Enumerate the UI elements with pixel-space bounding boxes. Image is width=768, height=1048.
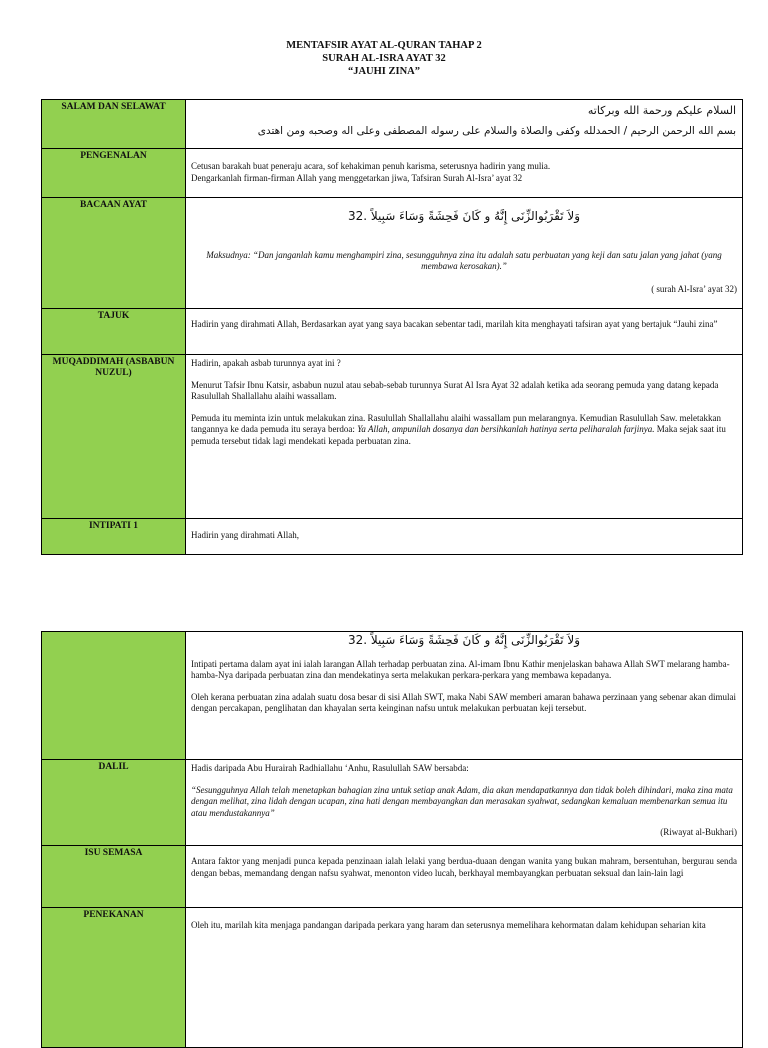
ayat-text: وَلاَ تَقْرَبُوالزِّنَى إِنَّهُ و كَانَ فَحِشَةً وَسَاءَ سَبِيلاً .32 bbox=[347, 209, 581, 223]
row-intipati-continued bbox=[42, 632, 743, 760]
document-header bbox=[0, 39, 768, 78]
pengenalan-line-2: Dengarkanlah firman-firman Allah yang menggetarkan jiwa, Tafsiran Surah Al-Isra’ ayat 32 bbox=[191, 172, 523, 183]
basmalah-selawat: بسم الله الرحمن الرحيم / الحمدلله وكفى والصلاة والسلام على رسوله المصطفى وعلى اله وصحبه ومن اهتدى bbox=[257, 124, 736, 137]
label-tajuk: TAJUK bbox=[42, 309, 186, 355]
content-muqaddimah bbox=[186, 355, 743, 519]
header-topic: “JAUHI ZINA” bbox=[347, 66, 421, 77]
salam-greeting: السلام عليكم ورحمة الله وبركاته bbox=[587, 104, 736, 117]
label-bacaan-ayat: BACAAN AYAT bbox=[42, 198, 186, 309]
muqaddimah-ending: Maka sejak saat itu pemuda tersebut tidak lagi mendekati kepada perbuatan zina. bbox=[191, 424, 726, 446]
muqaddimah-paragraph-2 bbox=[191, 413, 737, 448]
row-dalil bbox=[42, 760, 743, 846]
intipati-paragraph-2: Oleh kerana perbuatan zina adalah suatu dosa besar di sisi Allah SWT, maka Nabi SAW memberi amaran bahawa perzinaan yang sebenar akan dimulai dengan percakapan, penglihatan dan khayalan serta keinginan nafsu untuk melakukan perbuatan keji tersebut. bbox=[191, 691, 736, 713]
row-bacaan-ayat bbox=[42, 198, 743, 309]
content-bacaan-ayat bbox=[186, 198, 743, 309]
pengenalan-line-1: Cetusan barakah buat peneraju acara, sof kehakiman penuh karisma, seterusnya hadirin yang mulia. bbox=[191, 161, 551, 171]
label-empty bbox=[42, 632, 186, 760]
header-surah: SURAH AL-ISRA AYAT 32 bbox=[322, 53, 446, 64]
label-penekanan: PENEKANAN bbox=[42, 908, 186, 1048]
content-intipati-continued bbox=[186, 632, 743, 760]
content-penekanan: Oleh itu, marilah kita menjaga pandangan daripada perkara yang haram dan seterusnya memelihara kehormatan dalam kehidupan seharian kita bbox=[186, 908, 743, 1048]
dalil-hadith: “Sesungguhnya Allah telah menetapkan bahagian zina untuk setiap anak Adam, dia akan mendapatkannya dan tidak boleh dihindari, maka zina mata dengan melihat, zina lidah dengan ucapan, zina hati dengan membayangkan dan merasakan syahwat, sedangkan kemaluan membenarkan semua itu atau mendustakannya” bbox=[191, 784, 733, 818]
label-salam: SALAM DAN SELAWAT bbox=[42, 100, 186, 149]
row-tajuk bbox=[42, 309, 743, 355]
row-intipati bbox=[42, 519, 743, 555]
row-salam bbox=[42, 100, 743, 149]
row-isu-semasa bbox=[42, 846, 743, 908]
header-title: MENTAFSIR AYAT AL-QURAN TAHAP 2 bbox=[286, 40, 482, 51]
content-tajuk: Hadirin yang dirahmati Allah, Berdasarkan ayat yang saya bacakan sebentar tadi, marilah kita menghayati tafsiran ayat yang bertajuk “Jauhi zina” bbox=[186, 309, 743, 355]
ayat-text-repeat: وَلاَ تَقْرَبُوالزِّنَى إِنَّهُ و كَانَ فَحِشَةً وَسَاءَ سَبِيلاً .32 bbox=[347, 633, 581, 647]
content-dalil bbox=[186, 760, 743, 846]
label-dalil: DALIL bbox=[42, 760, 186, 846]
content-isu-semasa: Antara faktor yang menjadi punca kepada penzinaan ialah lelaki yang berdua-duaan dengan wanita yang bukan mahram, bersentuhan, bergurau senda dengan bebas, memandang dengan nafsu syahwat, menonton video lucah, berkhayal membayangkan perbuatan seksual dan lain-lain lagi bbox=[186, 846, 743, 908]
ayat-reference: ( surah Al-Isra’ ayat 32) bbox=[651, 283, 737, 294]
content-pengenalan bbox=[186, 149, 743, 198]
content-intipati: Hadirin yang dirahmati Allah, bbox=[186, 519, 743, 555]
muqaddimah-question: Hadirin, apakah asbab turunnya ayat ini ? bbox=[191, 358, 341, 368]
speech-table-page-2 bbox=[41, 631, 743, 1048]
row-muqaddimah bbox=[42, 355, 743, 519]
label-pengenalan: PENGENALAN bbox=[42, 149, 186, 198]
dalil-intro: Hadis daripada Abu Hurairah Radhiallahu ‘Anhu, Rasulullah SAW bersabda: bbox=[191, 763, 469, 773]
ayat-translation: Maksudnya: “Dan janganlah kamu menghampiri zina, sesungguhnya zina itu adalah satu perbuatan yang keji dan satu jalan yang jahat (yang membawa kerosakan).” bbox=[206, 249, 722, 271]
muqaddimah-paragraph-1: Menurut Tafsir Ibnu Katsir, asbabun nuzul atau sebab-sebab turunnya Surat Al Isra Ayat 32 adalah ketika ada seorang pemuda yang datang kepada Rasulullah Shallallahu alaihi wassallam. bbox=[191, 379, 719, 401]
label-muqaddimah: MUQADDIMAH (ASBABUN NUZUL) bbox=[42, 355, 186, 519]
label-isu-semasa: ISU SEMASA bbox=[42, 846, 186, 908]
row-penekanan bbox=[42, 908, 743, 1048]
muqaddimah-doa: Ya Allah, ampunilah dosanya dan bersihkanlah hatinya serta peliharalah farjinya. bbox=[357, 424, 655, 434]
muqaddimah-story: Pemuda itu meminta izin untuk melakukan zina. Rasulullah Shallallahu alaihi wassallam pun melarangnya. Kemudian Rasulullah Saw. meletakkan tangannya ke dada pemuda itu seraya berdoa: bbox=[191, 412, 722, 434]
row-pengenalan bbox=[42, 149, 743, 198]
content-salam bbox=[186, 100, 743, 149]
speech-table-page-1 bbox=[41, 99, 743, 555]
dalil-reference: (Riwayat al-Bukhari) bbox=[660, 827, 737, 837]
intipati-paragraph-1: Intipati pertama dalam ayat ini ialah larangan Allah terhadap perbuatan zina. Al-imam Ibnu Kathir menjelaskan bahawa Allah SWT melarang hamba-hamba-Nya daripada perbuatan zina dan mendekatinya serta melakukan perkara-perkara yang membawa kepadanya. bbox=[191, 658, 730, 680]
label-intipati: INTIPATI 1 bbox=[42, 519, 186, 555]
